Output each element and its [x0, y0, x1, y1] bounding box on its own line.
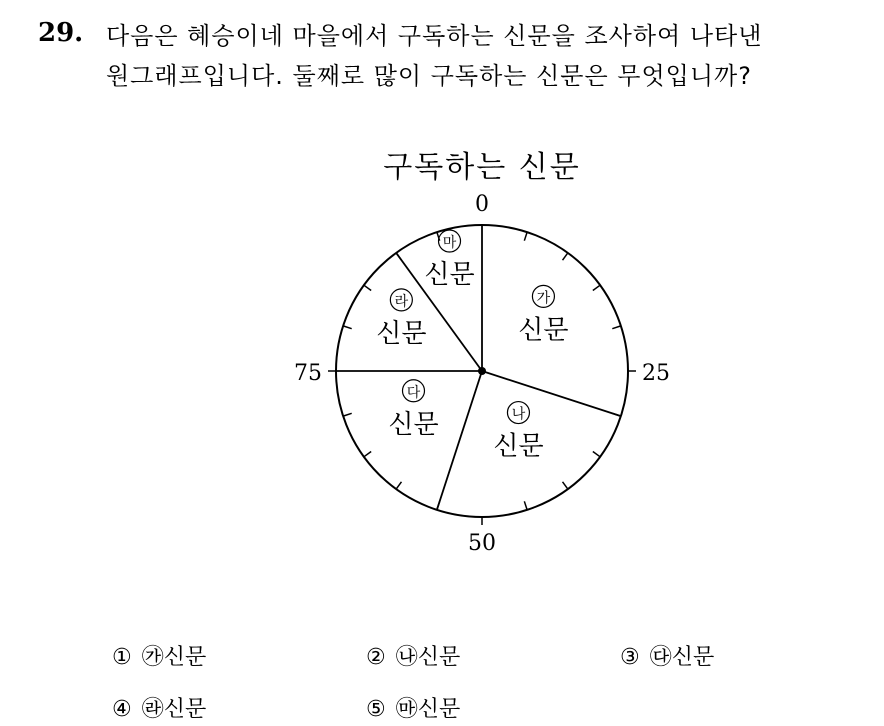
slice-label: 신문	[376, 318, 427, 349]
choice-4-number: ④	[112, 697, 132, 722]
choice-2[interactable]	[366, 640, 460, 671]
slice-marker: 나	[511, 406, 526, 423]
choice-4-label: ㉱신문	[141, 697, 207, 722]
choice-3[interactable]	[620, 640, 714, 671]
choice-2-label: ㉯신문	[395, 645, 461, 670]
choice-1-number: ①	[112, 645, 132, 670]
question-line-2: 원그래프입니다. 둘째로 많이 구독하는 신문은 무엇입니까?	[106, 62, 752, 90]
slice-marker: 다	[406, 384, 421, 401]
slice-marker: 라	[394, 293, 409, 310]
tick-mark	[364, 285, 371, 290]
slice-label: 신문	[388, 409, 439, 440]
slice-boundary	[437, 371, 482, 510]
pie-center-dot	[478, 367, 486, 375]
question-line-1: 다음은 혜승이네 마을에서 구독하는 신문을 조사하여 나타낸	[106, 22, 763, 50]
scale-label: 50	[468, 531, 496, 556]
slice-label: 신문	[424, 260, 475, 291]
scale-label: 75	[294, 361, 322, 386]
slice-label: 신문	[493, 431, 544, 462]
tick-mark	[593, 285, 600, 290]
choice-4[interactable]	[112, 692, 206, 723]
tick-mark	[524, 232, 527, 241]
slice-marker: 가	[536, 290, 551, 307]
chart-title: 구독하는 신문	[383, 150, 581, 185]
tick-mark	[396, 482, 401, 489]
slice-boundary	[482, 371, 621, 416]
tick-mark	[593, 452, 600, 457]
choice-3-number: ③	[620, 645, 640, 670]
choice-5-number: ⑤	[366, 697, 386, 722]
scale-label: 0	[475, 192, 489, 217]
choice-5-label: ㉲신문	[395, 697, 461, 722]
question-number: 29.	[38, 18, 84, 48]
scale-label: 25	[642, 361, 670, 386]
tick-mark	[563, 482, 568, 489]
choice-1-label: ㉮신문	[141, 645, 207, 670]
tick-mark	[343, 413, 352, 416]
choice-5[interactable]	[366, 692, 460, 723]
tick-mark	[343, 326, 352, 329]
slice-label: 신문	[518, 315, 569, 346]
choice-3-label: ㉰신문	[649, 645, 715, 670]
tick-mark	[364, 452, 371, 457]
choice-2-number: ②	[366, 645, 386, 670]
choice-1[interactable]	[112, 640, 206, 671]
tick-mark	[524, 501, 527, 510]
slice-marker: 마	[442, 235, 457, 252]
tick-mark	[612, 326, 621, 329]
tick-mark	[563, 253, 568, 260]
